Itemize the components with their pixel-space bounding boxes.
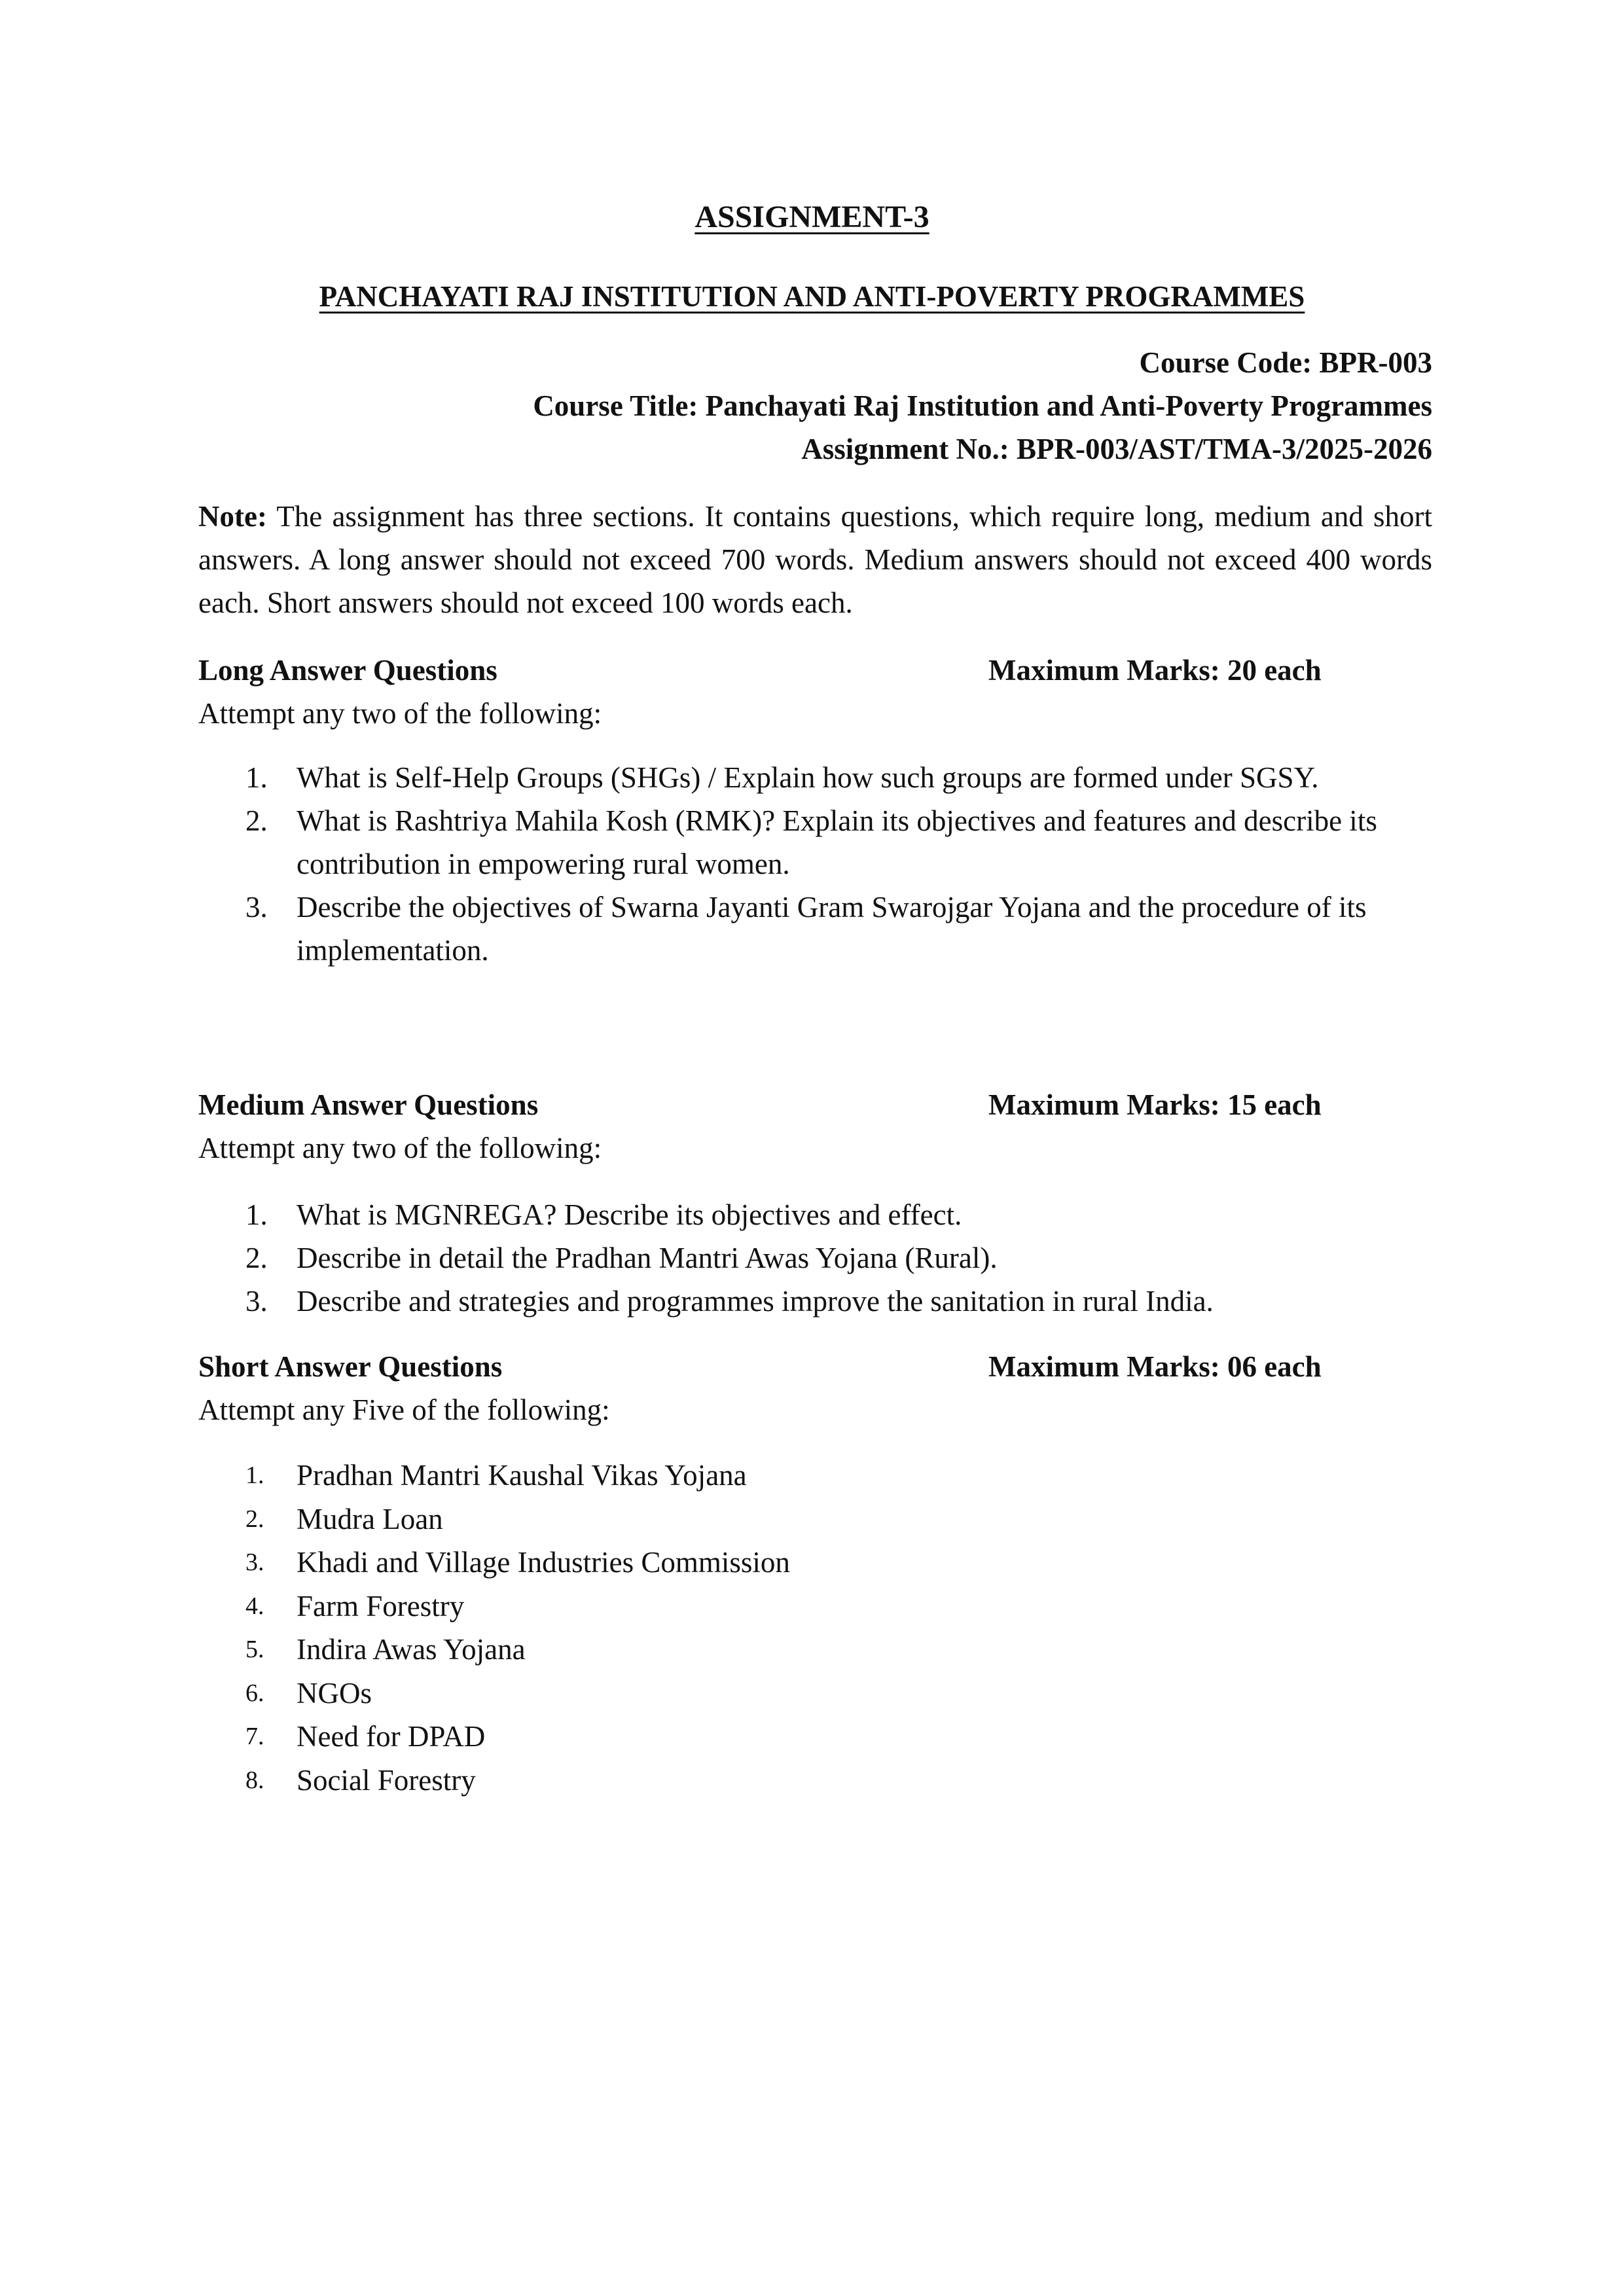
- question-number: 2.: [245, 1242, 268, 1274]
- question-number: 6.: [245, 1679, 264, 1707]
- question-text: Farm Forestry: [297, 1589, 465, 1623]
- long-section-marks: Maximum Marks: 20 each: [988, 654, 1322, 687]
- question-number: 3.: [245, 1549, 264, 1576]
- list-item: [198, 1715, 1429, 1759]
- question-text: Describe the objectives of Swarna Jayanti Gram Swarojgar Yojana and the procedure of its implementation.: [297, 891, 1367, 967]
- question-text: What is MGNREGA? Describe its objectives and effect.: [297, 1198, 962, 1231]
- list-item: [198, 1193, 1429, 1236]
- long-section-title: Long Answer Questions: [198, 654, 497, 687]
- note-text: The assignment has three sections. It contains questions, which require long, medium and short answers. A long answer should not exceed 700 words. Medium answers should not exceed 400 words each. Short answers should not exceed 100 words each.: [198, 500, 1432, 619]
- course-code: Course Code: BPR-003: [1139, 346, 1432, 379]
- question-text: Need for DPAD: [297, 1720, 486, 1753]
- question-number: 5.: [245, 1636, 264, 1663]
- question-text: Khadi and Village Industries Commission: [297, 1546, 790, 1579]
- short-section-marks: Maximum Marks: 06 each: [988, 1350, 1322, 1383]
- list-item: [198, 1454, 1429, 1498]
- list-item: [198, 1541, 1429, 1585]
- list-item: [198, 1759, 1429, 1803]
- question-text: Social Forestry: [297, 1763, 476, 1797]
- question-text: NGOs: [297, 1676, 372, 1710]
- question-number: 2.: [245, 1505, 264, 1533]
- question-number: 3.: [245, 1285, 268, 1318]
- question-number: 1.: [245, 1198, 268, 1231]
- medium-question-list: [198, 1193, 1429, 1323]
- note-label: Note:: [198, 500, 267, 533]
- question-number: 1.: [245, 761, 268, 794]
- short-section-title: Short Answer Questions: [198, 1350, 503, 1383]
- question-number: 4.: [245, 1592, 264, 1620]
- medium-section-instruction: Attempt any two of the following:: [198, 1132, 602, 1164]
- note-paragraph: [198, 495, 1432, 624]
- long-section-instruction: Attempt any two of the following:: [198, 697, 602, 730]
- list-item: [198, 1280, 1429, 1323]
- list-item: [198, 799, 1429, 886]
- question-text: Describe and strategies and programmes improve the sanitation in rural India.: [297, 1285, 1214, 1318]
- assignment-number: Assignment No.: BPR-003/AST/TMA-3/2025-2026: [801, 433, 1432, 465]
- medium-section-title: Medium Answer Questions: [198, 1088, 539, 1121]
- list-item: [198, 1498, 1429, 1541]
- question-number: 3.: [245, 891, 268, 924]
- question-number: 8.: [245, 1766, 264, 1794]
- short-question-list: [198, 1454, 1429, 1802]
- assignment-title: ASSIGNMENT-3: [695, 200, 929, 234]
- course-heading: PANCHAYATI RAJ INSTITUTION AND ANTI-POVERTY PROGRAMMES: [319, 280, 1305, 313]
- list-item: [198, 886, 1429, 972]
- question-text: Indira Awas Yojana: [297, 1633, 526, 1666]
- question-text: Mudra Loan: [297, 1502, 443, 1535]
- question-text: Describe in detail the Pradhan Mantri Awas Yojana (Rural).: [297, 1242, 998, 1274]
- question-number: 1.: [245, 1462, 264, 1489]
- list-item: [198, 1585, 1429, 1628]
- short-section-instruction: Attempt any Five of the following:: [198, 1393, 610, 1426]
- question-text: What is Rashtriya Mahila Kosh (RMK)? Explain its objectives and features and describe its contribution in empowering rural women.: [297, 804, 1377, 880]
- question-text: Pradhan Mantri Kaushal Vikas Yojana: [297, 1459, 747, 1492]
- course-title: Course Title: Panchayati Raj Institution and Anti-Poverty Programmes: [533, 389, 1432, 422]
- list-item: [198, 1672, 1429, 1715]
- long-question-list: [198, 756, 1429, 972]
- question-number: 7.: [245, 1723, 264, 1750]
- medium-section-marks: Maximum Marks: 15 each: [988, 1088, 1322, 1121]
- list-item: [198, 1628, 1429, 1672]
- list-item: [198, 1236, 1429, 1280]
- question-text: What is Self-Help Groups (SHGs) / Explain how such groups are formed under SGSY.: [297, 761, 1319, 794]
- question-number: 2.: [245, 804, 268, 837]
- list-item: [198, 756, 1429, 799]
